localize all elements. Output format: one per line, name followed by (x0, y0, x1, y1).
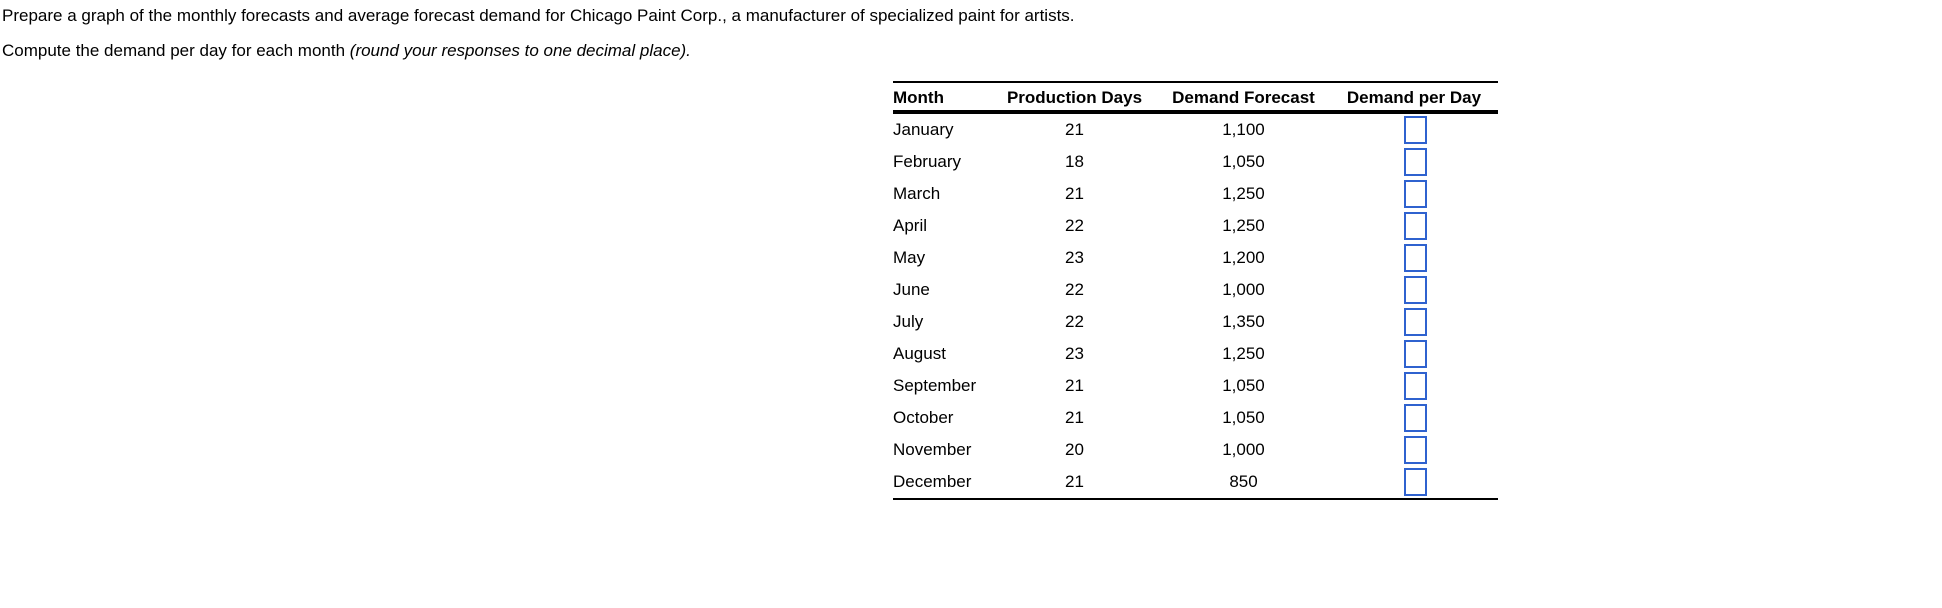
table-row (893, 146, 1498, 178)
demand-per-day-input[interactable] (1404, 276, 1427, 304)
table-row (893, 274, 1498, 306)
cell-demand-per-day (1330, 338, 1498, 370)
cell-month: December (893, 466, 992, 499)
cell-demand-per-day (1330, 402, 1498, 434)
demand-per-day-input[interactable] (1404, 244, 1427, 272)
cell-demand-forecast: 1,000 (1222, 280, 1265, 299)
table-row (893, 112, 1498, 146)
table-row (893, 210, 1498, 242)
demand-per-day-input[interactable] (1404, 436, 1427, 464)
cell-demand-forecast: 1,200 (1222, 248, 1265, 267)
cell-production-days: 21 (1065, 376, 1084, 395)
cell-month: June (893, 280, 930, 299)
table-row (893, 402, 1498, 434)
demand-per-day-input[interactable] (1404, 148, 1427, 176)
cell-production-days: 18 (1065, 152, 1084, 171)
table-body (893, 112, 1498, 499)
cell-demand-forecast: 1,050 (1222, 376, 1265, 395)
demand-per-day-input[interactable] (1404, 468, 1427, 496)
cell-demand-forecast: 1,250 (1222, 216, 1265, 235)
cell-production-days: 21 (1065, 120, 1084, 139)
table-header-row (893, 82, 1498, 112)
cell-demand-per-day (1330, 306, 1498, 338)
header-production-days: Production Days (992, 82, 1157, 112)
cell-month: May (893, 248, 926, 267)
cell-month: July (893, 312, 924, 331)
cell-month: April (893, 216, 928, 235)
instruction-text: Compute the demand per day for each month (2, 41, 346, 60)
instruction-note: (round your responses to one decimal place). (349, 41, 691, 60)
cell-demand-per-day (1330, 434, 1498, 466)
cell-month: September (893, 376, 977, 395)
question-instruction (2, 41, 691, 61)
demand-per-day-input[interactable] (1404, 340, 1427, 368)
cell-production-days: 22 (1065, 280, 1084, 299)
cell-month: October (893, 408, 954, 427)
cell-demand-forecast: 1,250 (1222, 344, 1265, 363)
cell-demand-per-day (1330, 242, 1498, 274)
cell-demand-per-day (1330, 274, 1498, 306)
table-row (893, 306, 1498, 338)
demand-per-day-input[interactable] (1404, 308, 1427, 336)
cell-demand-per-day (1330, 178, 1498, 210)
cell-production-days: 20 (1065, 440, 1084, 459)
cell-month: November (893, 440, 972, 459)
demand-per-day-input[interactable] (1404, 212, 1427, 240)
cell-demand-forecast: 1,250 (1222, 184, 1265, 203)
cell-demand-per-day (1330, 210, 1498, 242)
cell-demand-forecast: 1,050 (1222, 408, 1265, 427)
cell-production-days: 21 (1065, 408, 1084, 427)
question-intro: Prepare a graph of the monthly forecasts and average forecast demand for Chicago Paint Corp., a manufacturer of specialized paint for artists. (2, 6, 1075, 25)
cell-production-days: 22 (1065, 216, 1084, 235)
cell-demand-forecast: 1,050 (1222, 152, 1265, 171)
table-row (893, 370, 1498, 402)
cell-demand-forecast: 850 (1157, 466, 1330, 499)
table-row (893, 242, 1498, 274)
table-row (893, 466, 1498, 499)
demand-per-day-input[interactable] (1404, 180, 1427, 208)
cell-month: March (893, 184, 941, 203)
demand-table (893, 81, 1498, 500)
cell-demand-per-day (1330, 112, 1498, 146)
cell-production-days: 23 (1065, 344, 1084, 363)
demand-per-day-input[interactable] (1404, 404, 1427, 432)
header-demand-per-day: Demand per Day (1330, 82, 1498, 112)
demand-per-day-input[interactable] (1404, 116, 1427, 144)
header-demand-forecast: Demand Forecast (1157, 82, 1330, 112)
cell-production-days: 21 (1065, 184, 1084, 203)
cell-demand-forecast: 1,350 (1222, 312, 1265, 331)
cell-production-days: 23 (1065, 248, 1084, 267)
table-row (893, 434, 1498, 466)
cell-demand-per-day (1330, 146, 1498, 178)
cell-month: August (893, 344, 946, 363)
header-month: Month (893, 82, 992, 112)
table-row (893, 338, 1498, 370)
cell-production-days: 21 (992, 466, 1157, 499)
table-row (893, 178, 1498, 210)
demand-per-day-input[interactable] (1404, 372, 1427, 400)
cell-demand-per-day (1330, 466, 1498, 499)
cell-month: February (893, 152, 962, 171)
cell-month: January (893, 120, 954, 139)
cell-demand-forecast: 1,100 (1222, 120, 1265, 139)
cell-demand-per-day (1330, 370, 1498, 402)
demand-table-container (893, 81, 1498, 500)
cell-production-days: 22 (1065, 312, 1084, 331)
cell-demand-forecast: 1,000 (1222, 440, 1265, 459)
